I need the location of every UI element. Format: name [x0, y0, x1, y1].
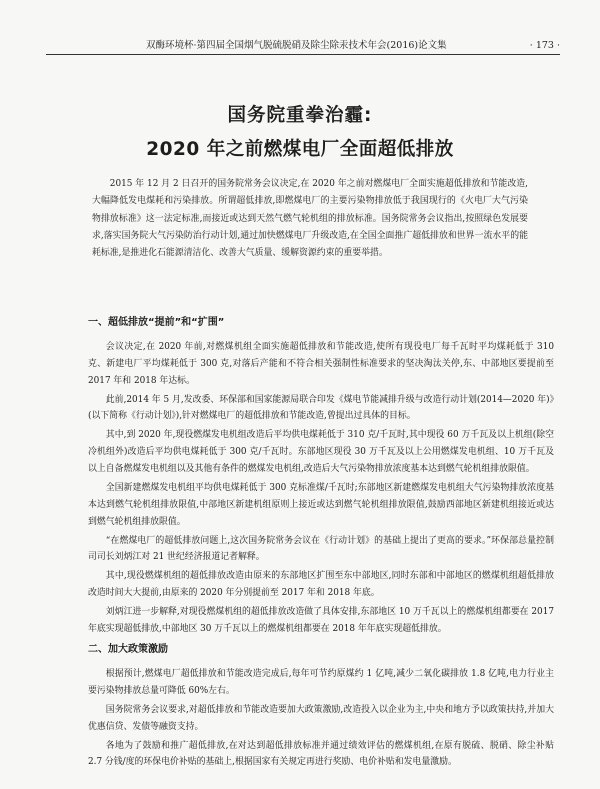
title-line-1: 国务院重拳治霾:: [227, 105, 373, 126]
title-line-2: 2020 年之前燃煤电厂全面超低排放: [146, 139, 454, 160]
page-number: · 173 ·: [529, 40, 560, 51]
running-title: 双酶环境杯·第四届全国烟气脱硫脱硝及除尘除汞技术年会(2016)论文集: [146, 40, 447, 51]
section-heading-2: 二、加大政策激励: [88, 644, 168, 655]
article-title: [0, 102, 600, 164]
paragraph: 其中,到 2020 年,现役燃煤发电机组改造后平均供电煤耗低于 310 克/千瓦时,其中现役 60 万千瓦及以上机组(除空冷机组外)改造后平均供电煤耗低于 300 克/千瓦时。东部地区现役 30 万千瓦及以上公用燃煤发电机组、10 万千瓦及以上自备燃煤发电机组以及其他有条件的燃煤发电机组,改造后大气污染物排放浓度基本达到燃气轮机组排放限值。: [88, 430, 554, 474]
section-body-2: [88, 666, 554, 773]
section-heading-1: 一、超低排放“提前”和“扩围”: [88, 317, 225, 328]
abstract: 2015 年 12 月 2 日召开的国务院常务会议决定,在 2020 年之前对燃煤电厂全面实施超低排放和节能改造,大幅降低发电煤耗和污染排放。所谓超低排放,即燃煤电厂的主要污染物排放低于我国现行的《火电厂大气污染物排放标准》这一法定标准,而接近或达到天然气燃气轮机组的排放标准。国务院常务会议指出,按照绿色发展要求,落实国务院大气污染防治行动计划,通过加快燃煤电厂升级改造,在全国全面推广超低排放和世界一流水平的能耗标准,是推进化石能源清洁化、改善大气质量、缓解资源约束的重要举措。: [92, 179, 528, 259]
paragraph: 其中,现役燃煤机组的超低排放改造由原来的东部地区扩围至东中部地区,同时东部和中部地区的燃煤机组超低排放改造时间大大提前,由原来的 2020 年分别提前至 2017 年和 2018 年底。: [88, 571, 554, 599]
paragraph: “在燃煤电厂的超低排放问题上,这次国务院常务会议在《行动计划》的基础上提出了更高的要求。”环保部总量控制司司长刘炳江对 21 世纪经济报道记者解释。: [88, 535, 554, 563]
paragraph: 此前,2014 年 5 月,发改委、环保部和国家能源局联合印发《煤电节能减排升级与改造行动计划(2014—2020 年)》(以下简称《行动计划》),针对燃煤电厂的超低排放和节能改造,曾提出过具体的目标。: [88, 394, 554, 422]
paragraph: 会议决定,在 2020 年前,对燃煤机组全面实施超低排放和节能改造,使所有现役电厂每千瓦时平均煤耗低于 310 克、新建电厂平均煤耗低于 300 克,对落后产能和不符合相关强制性标准要求的坚决淘汰关停,东、中部地区要提前至 2017 年和 2018 年达标。: [88, 342, 554, 386]
paragraph: 国务院常务会议要求,对超低排放和节能改造要加大政策激励,改造投入以企业为主,中央和地方予以政策扶持,并加大优惠信贷、发债等融资支持。: [88, 704, 554, 732]
paragraph: 根据预计,燃煤电厂超低排放和节能改造完成后,每年可节约原煤约 1 亿吨,减少二氧化碳排放 1.8 亿吨,电力行业主要污染物排放总量可降低 60%左右。: [88, 669, 554, 696]
paragraph: 刘炳江进一步解释,对现役燃煤机组的超低排放改造做了具体安排,东部地区 10 万千瓦以上的燃煤机组都要在 2017 年底实现超低排放,中部地区 30 万千瓦以上的燃煤机组都要在 2018 年年底实现超低排放。: [88, 607, 554, 634]
paragraph: 各地为了鼓励和推广超低排放,在对达到超低排放标准并通过绩效评估的燃煤机组,在原有脱硫、脱硝、除尘补贴 2.7 分钱/度的环保电价补贴的基础上,根据国家有关规定再进行奖励、电价补贴和发电量激励。: [88, 740, 554, 768]
running-header: [46, 38, 560, 55]
section-body-1: [88, 339, 554, 640]
paragraph: 全国新建燃煤发电机组平均供电煤耗低于 300 克标准煤/千瓦时;东部地区新建燃煤发电机组大气污染物排放浓度基本达到燃气轮机组排放限值,中部地区新建机组原则上接近或达到燃气轮机组排放限值,鼓励西部地区新建机组接近或达到燃气轮机组排放限值。: [88, 482, 554, 527]
